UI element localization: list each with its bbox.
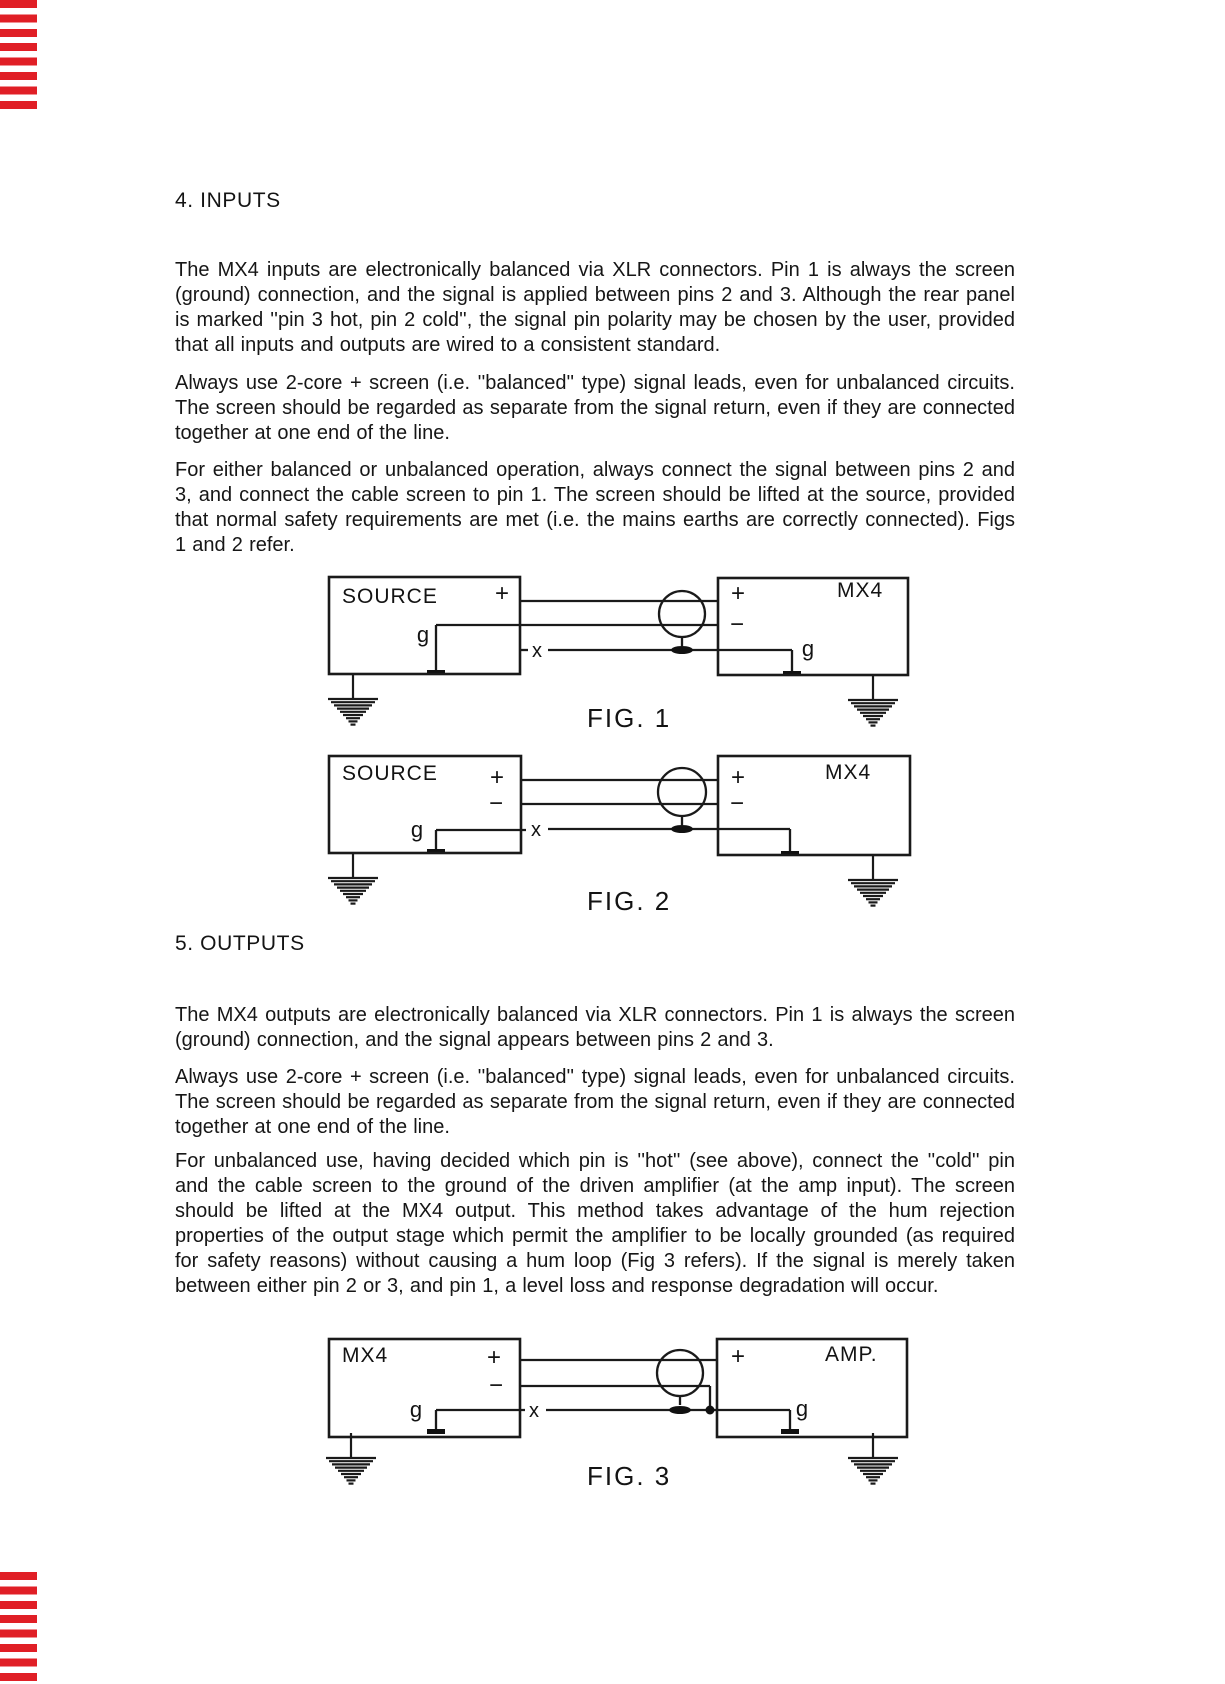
paragraph-inputs-1: The MX4 inputs are electronically balanced via XLR connectors. Pin 1 is always the screen (ground) connection, and the signal is applied between pins 2 and 3. Although the rear panel is marked ''pin 3 hot, pin 2 cold'', the signal pin polarity may be chosen by the user, provided that all inputs and outputs are wired to a consistent standard. — [175, 259, 1015, 356]
plus-terminal: + — [486, 1344, 502, 1371]
screen-terminal — [669, 1406, 691, 1414]
minus-terminal: − — [729, 790, 745, 817]
plus-terminal: + — [489, 764, 505, 791]
earth-ground-symbol — [848, 855, 898, 906]
figure-3-wiring-diagram — [300, 1335, 940, 1497]
paragraph-inputs-2: Always use 2-core + screen (i.e. ''balanced'' type) signal leads, even for unbalanced circuits. The screen should be regarded as separate from the signal return, even if they are connected together at one end of the line. — [175, 372, 1015, 444]
ground-label: g — [410, 817, 424, 842]
cable-screen-circle — [657, 1350, 703, 1396]
figure-1-wiring-diagram — [300, 568, 940, 740]
cable-screen-circle — [658, 768, 706, 816]
mx4-box — [718, 756, 910, 855]
right-box-title: MX4 — [837, 579, 884, 602]
right-box-title: AMP. — [825, 1343, 878, 1366]
paragraph-outputs-2: Always use 2-core + screen (i.e. ''balanced'' type) signal leads, even for unbalanced circuits. The screen should be regarded as separate from the signal return, even if they are connected together at one end of the line. — [175, 1066, 1015, 1138]
figure-caption: FIG. 2 — [587, 886, 672, 916]
section-heading-inputs: 4. INPUTS — [175, 189, 281, 212]
screen-terminal — [671, 646, 693, 654]
screen-wire — [548, 650, 792, 675]
ground-tick — [781, 1429, 799, 1434]
left-box-title: SOURCE — [342, 762, 438, 785]
earth-ground-symbol — [328, 674, 378, 725]
screen-wire — [546, 1410, 790, 1433]
junction-dot — [706, 1406, 715, 1415]
ground-label: g — [416, 622, 430, 647]
ground-wire — [436, 1410, 525, 1433]
earth-ground-symbol — [848, 675, 898, 726]
ground-wire — [436, 830, 526, 853]
earth-ground-symbol — [328, 853, 378, 904]
plus-terminal: + — [730, 1343, 746, 1370]
paragraph-outputs-1: The MX4 outputs are electronically balanced via XLR connectors. Pin 1 is always the screen (ground) connection, and the signal appears between pins 2 and 3. — [175, 1004, 1015, 1051]
red-registration-marks-bottom — [0, 1572, 37, 1684]
screen-lift-label: x — [532, 640, 542, 662]
ground-label: g — [795, 1396, 809, 1421]
minus-terminal: − — [729, 611, 745, 638]
figure-caption: FIG. 1 — [587, 703, 672, 733]
left-box-title: MX4 — [342, 1344, 389, 1367]
screen-lift-label: x — [529, 1400, 539, 1422]
screen-lift-label: x — [531, 819, 541, 841]
earth-ground-symbol — [848, 1433, 898, 1484]
paragraph-inputs-3: For either balanced or unbalanced operation, always connect the signal between pins 2 and 3, and connect the cable screen to pin 1. The screen should be lifted at the source, provided that normal safety requirements are met (i.e. the mains earths are correctly connected). Figs 1 and 2 refer. — [175, 459, 1015, 556]
ground-label: g — [409, 1397, 423, 1422]
figure-caption: FIG. 3 — [587, 1461, 672, 1491]
right-box-title: MX4 — [825, 761, 872, 784]
left-box-title: SOURCE — [342, 585, 438, 608]
plus-terminal: + — [730, 764, 746, 791]
minus-terminal: − — [488, 1372, 504, 1399]
screen-terminal — [671, 825, 693, 833]
figure-2-wiring-diagram — [300, 745, 940, 917]
paragraph-outputs-3: For unbalanced use, having decided which pin is ''hot'' (see above), connect the ''cold'' pin and the cable screen to the ground of the driven amplifier (at the amp input). The screen should be lifted at the MX4 output. This method takes advantage of the hum rejection properties of the output stage which permit the amplifier to be locally grounded (as required for safety reasons) without causing a hum loop (Fig 3 refers). If the signal is merely taken between either pin 2 or 3, and pin 1, a level loss and response degradation will occur. — [175, 1150, 1015, 1297]
minus-terminal: − — [488, 790, 504, 817]
amp-box — [717, 1339, 907, 1437]
section-heading-outputs: 5. OUTPUTS — [175, 932, 305, 955]
red-registration-marks-top — [0, 0, 37, 110]
ground-label: g — [801, 636, 815, 661]
ground-tick — [427, 1429, 445, 1434]
plus-terminal: + — [494, 580, 510, 607]
cable-screen-circle — [659, 591, 705, 637]
plus-terminal: + — [730, 580, 746, 607]
screen-wire — [548, 829, 790, 855]
earth-ground-symbol — [326, 1433, 376, 1484]
